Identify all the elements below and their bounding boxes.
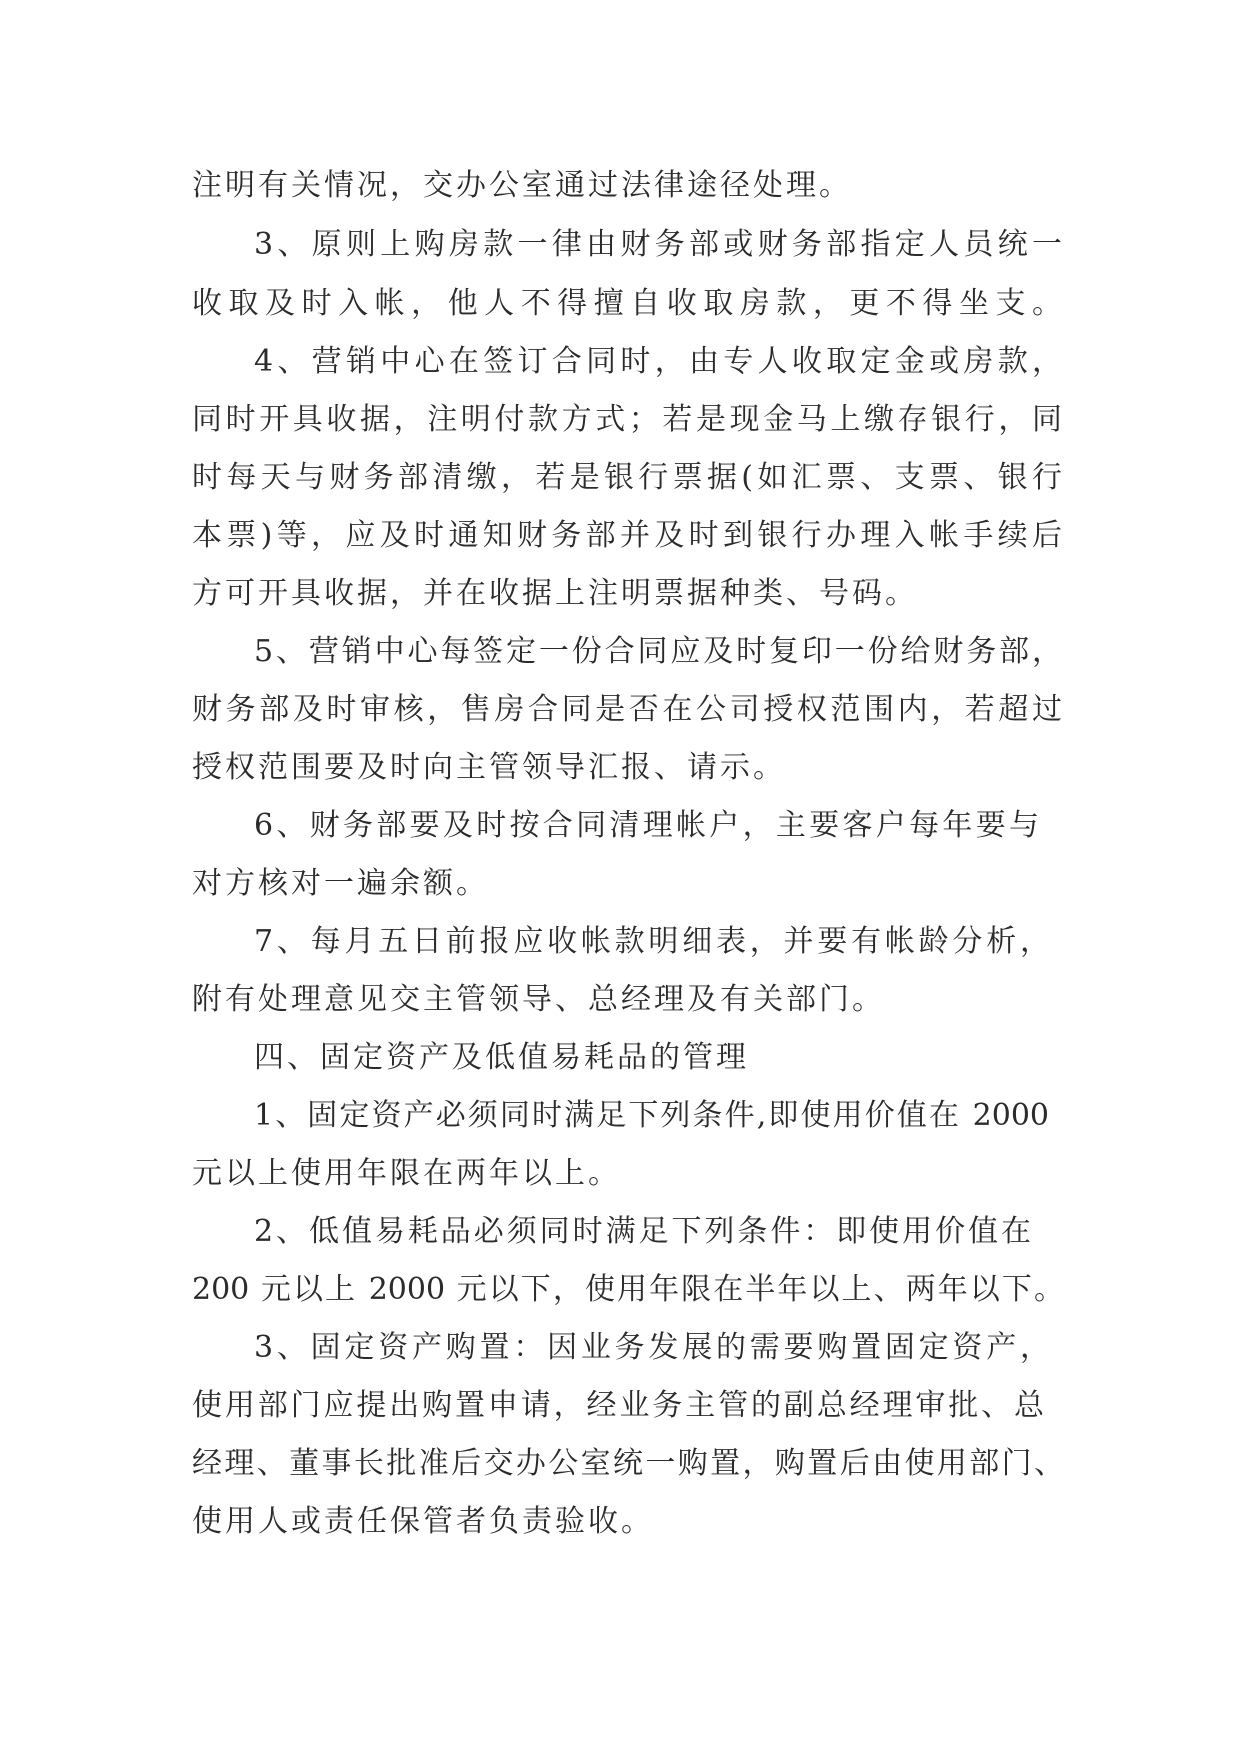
text-line: 注明有关情况，交办公室通过法律途径处理。	[192, 168, 852, 203]
text-line: 财务部及时审核，售房合同是否在公司授权范围内，若超过	[192, 692, 1062, 727]
text-line: 5、营销中心每签定一份合同应及时复印一份给财务部，	[254, 634, 1062, 669]
text-line: 4、营销中心在签订合同时，由专人收取定金或房款，	[254, 344, 1062, 379]
text-line: 对方核对一遍余额。	[192, 866, 489, 901]
text-line: 1、固定资产必须同时满足下列条件,即使用价值在 2000	[254, 1098, 1049, 1133]
text-line: 使用人或责任保管者负责验收。	[192, 1504, 654, 1539]
section-heading: 四、固定资产及低值易耗品的管理	[254, 1040, 749, 1075]
text-line: 方可开具收据，并在收据上注明票据种类、号码。	[192, 576, 918, 611]
text-line: 6、财务部要及时按合同清理帐户，主要客户每年要与	[254, 808, 1039, 843]
text-line: 附有处理意见交主管领导、总经理及有关部门。	[192, 982, 885, 1017]
text-line: 本票)等，应及时通知财务部并及时到银行办理入帐手续后	[192, 518, 1062, 553]
text-line: 元以上使用年限在两年以上。	[192, 1156, 621, 1191]
text-line: 200 元以上 2000 元以下，使用年限在半年以上、两年以下。	[192, 1272, 1064, 1307]
text-line: 7、每月五日前报应收帐款明细表，并要有帐龄分析，	[254, 924, 1050, 959]
text-line: 时每天与财务部清缴，若是银行票据(如汇票、支票、银行	[192, 460, 1062, 495]
text-line: 2、低值易耗品必须同时满足下列条件：即使用价值在	[254, 1214, 1031, 1249]
text-line: 收取及时入帐，他人不得擅自收取房款，更不得坐支。	[192, 286, 1062, 321]
text-line: 同时开具收据，注明付款方式；若是现金马上缴存银行，同	[192, 402, 1062, 437]
text-line: 经理、董事长批准后交办公室统一购置，购置后由使用部门、	[192, 1446, 1064, 1481]
text-line: 3、原则上购房款一律由财务部或财务部指定人员统一	[254, 227, 1062, 262]
text-line: 授权范围要及时向主管领导汇报、请示。	[192, 750, 786, 785]
text-line: 使用部门应提出购置申请，经业务主管的副总经理审批、总	[192, 1388, 1044, 1423]
text-line: 3、固定资产购置：因业务发展的需要购置固定资产，	[254, 1330, 1050, 1365]
